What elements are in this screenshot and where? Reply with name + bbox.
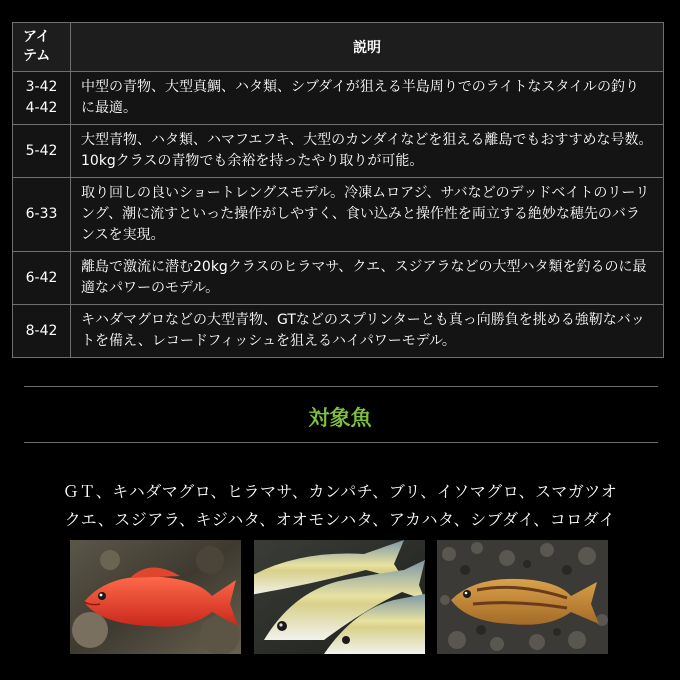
header-description: 説明 — [71, 23, 664, 72]
divider-bottom — [24, 442, 658, 443]
fish-list-line-1: ＧＴ、キハダマグロ、ヒラマサ、カンパチ、ブリ、イソマグロ、スマガツオ — [62, 482, 618, 501]
photo-sweetlips — [437, 540, 608, 654]
item-cell: 3-42 4-42 — [13, 72, 71, 125]
description-cell: 中型の青物、大型真鯛、ハタ類、シブダイが狙える半島周りでのライトなスタイルの釣りに最適。 — [71, 72, 664, 125]
spec-table — [12, 22, 664, 358]
header-item-label: アイテム — [23, 29, 51, 64]
table-row — [13, 305, 664, 358]
description-cell: 離島で激流に潜む20kgクラスのヒラマサ、クエ、スジアラなどの大型ハタ類を釣るのに最適なパワーのモデル。 — [71, 252, 664, 305]
table-row — [13, 178, 664, 252]
item-cell: 6-33 — [13, 178, 71, 252]
description-cell: 取り回しの良いショートレングスモデル。冷凍ムロアジ、サバなどのデッドベイトのリーリング、潮に流すといった操作がしやすく、食い込みと操作性を両立する絶妙な穂先のバランスを実現。 — [71, 178, 664, 252]
description-cell: 大型青物、ハタ類、ハマフエフキ、大型のカンダイなどを狙える離島でもおすすめな号数。10kgクラスの青物でも余裕を持ったやり取りが可能。 — [71, 125, 664, 178]
description-cell: キハダマグロなどの大型青物、GTなどのスプリンターとも真っ向勝負を挑める強靭なバットを備え、レコードフィッシュを狙えるハイパワーモデル。 — [71, 305, 664, 358]
item-cell: 6-42 — [13, 252, 71, 305]
table-row — [13, 72, 664, 125]
target-fish-title: 対象魚 — [308, 406, 372, 430]
item-cell: 5-42 — [13, 125, 71, 178]
fish-list-line-2: クエ、スジアラ、キジハタ、オオモンハタ、アカハタ、シブダイ、コロダイ — [64, 510, 616, 529]
item-cell: 8-42 — [13, 305, 71, 358]
table-header-row — [13, 23, 664, 72]
divider-top — [24, 386, 658, 387]
target-fish-list — [0, 478, 680, 534]
header-item — [13, 23, 71, 72]
table-row — [13, 252, 664, 305]
table-row — [13, 125, 664, 178]
photo-yellowtail — [254, 540, 425, 654]
photo-red-grouper — [70, 540, 241, 654]
